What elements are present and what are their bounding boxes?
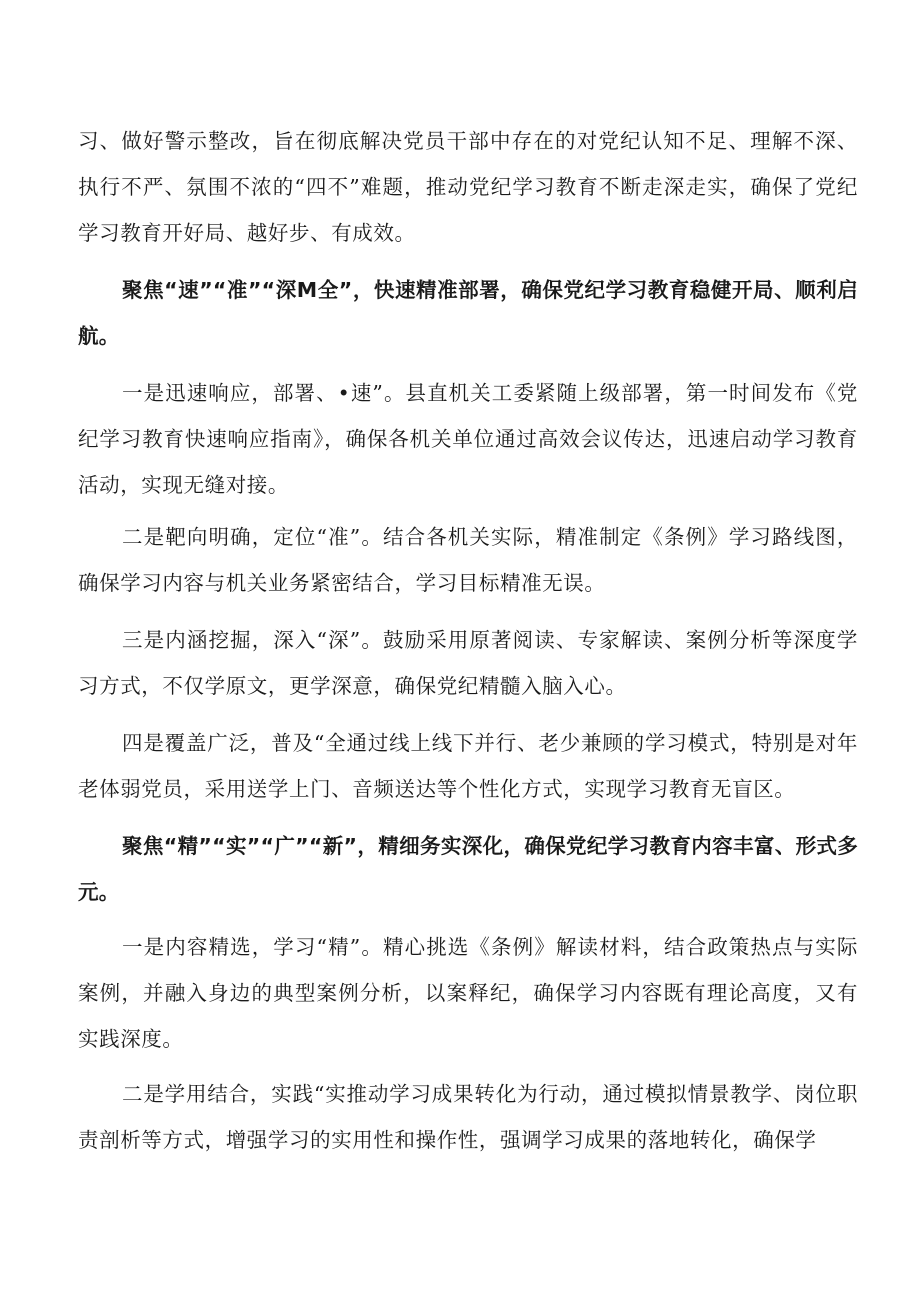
paragraph-point-depth: 三是内涵挖掘，深入“深”。鼓励采用原著阅读、专家解读、案例分析等深度学习方式，不仅学原文，更学深意，确保党纪精髓入脑入心。 (78, 628, 858, 698)
paragraph-point-content: 一是内容精选，学习“精”。精心挑选《条例》解读材料，结合政策热点与实际案例，并融入身边的典型案例分析，以案释纪，确保学习内容既有理论高度，又有实践深度。 (78, 935, 858, 1051)
section-heading-speed-accuracy: 聚焦“速”“准”“深M全”，快速精准部署，确保党纪学习教育稳健开局、顺利启航。 (78, 278, 858, 348)
paragraph-point-coverage: 四是覆盖广泛，普及“全通过线上线下并行、老少兼顾的学习模式，特别是对年老体弱党员，采用送学上门、音频送达等个性化方式，实现学习教育无盲区。 (78, 731, 858, 801)
paragraph-point-speed: 一是迅速响应，部署、•速”。县直机关工委紧随上级部署，第一时间发布《党纪学习教育快速响应指南》，确保各机关单位通过高效会议传达，迅速启动学习教育活动，实现无缝对接。 (78, 381, 858, 497)
section-heading-refine-practical: 聚焦“精”“实”“广”“新”，精细务实深化，确保党纪学习教育内容丰富、形式多元。 (78, 834, 858, 904)
paragraph-point-accuracy: 二是靶向明确，定位“准”。结合各机关实际，精准制定《条例》学习路线图，确保学习内容与机关业务紧密结合，学习目标精准无误。 (78, 525, 858, 595)
paragraph-intro-continued: 习、做好警示整改，旨在彻底解决党员干部中存在的对党纪认知不足、理解不深、执行不严、氛围不浓的“四不”难题，推动党纪学习教育不断走深走实，确保了党纪学习教育开好局、越好步、有成效。 (78, 129, 858, 245)
paragraph-point-practice: 二是学用结合，实践“实推动学习成果转化为行动，通过模拟情景教学、岗位职责剖析等方式，增强学习的实用性和操作性，强调学习成果的落地转化，确保学 (78, 1082, 858, 1152)
